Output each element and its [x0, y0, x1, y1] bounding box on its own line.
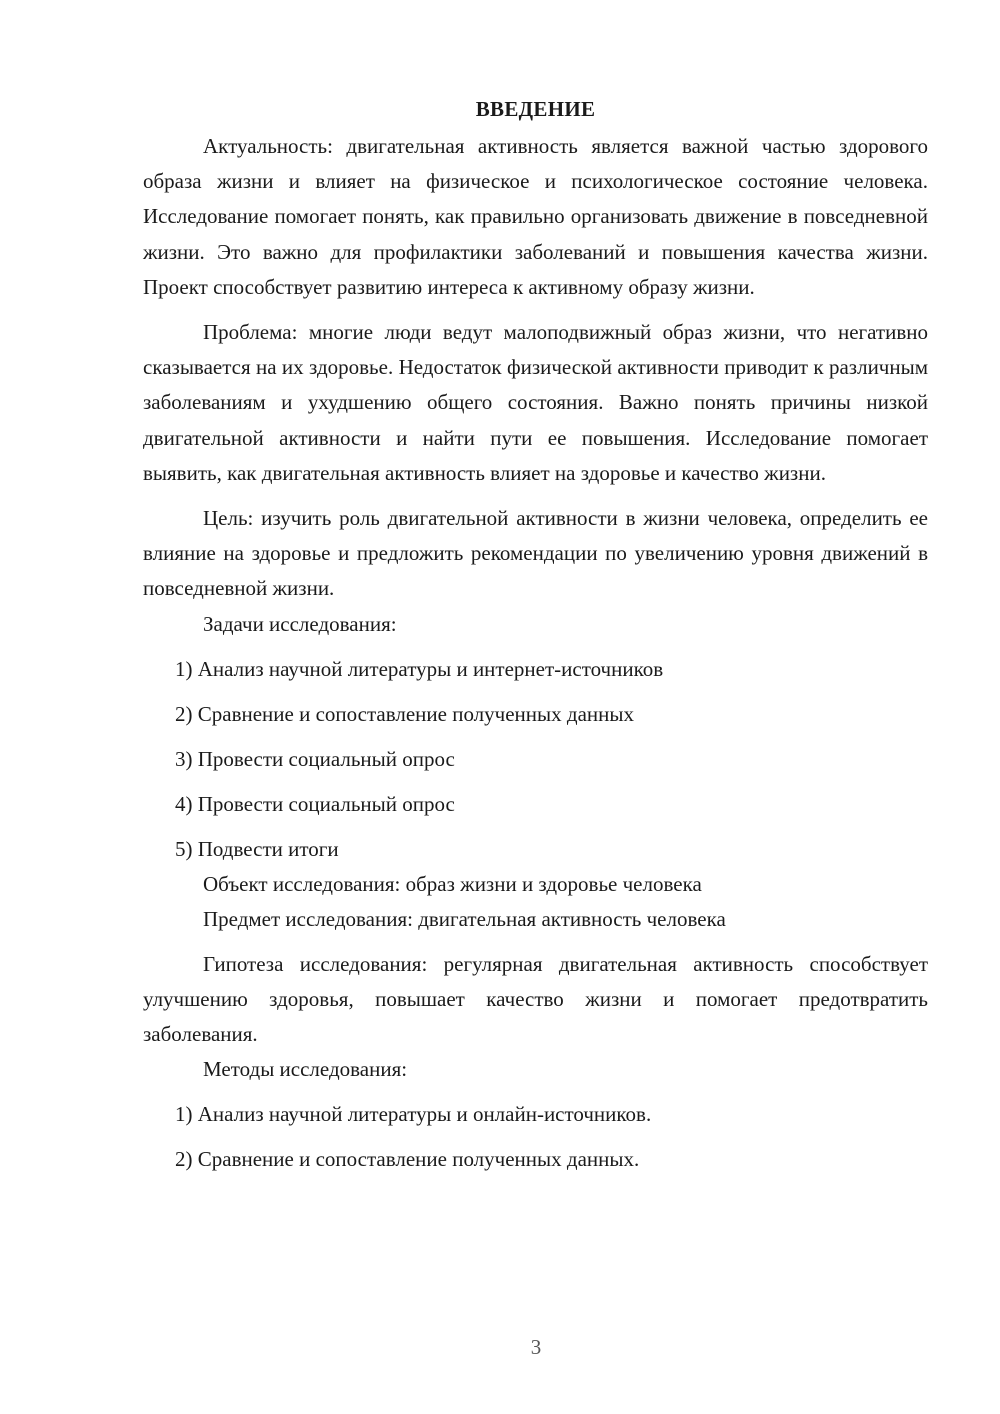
research-subject: Предмет исследования: двигательная активность человека [203, 906, 726, 931]
list-item: 1) Анализ научной литературы и интернет-источников [175, 656, 664, 681]
page-title: ВВЕДЕНИЕ [475, 97, 596, 121]
list-item: 1) Анализ научной литературы и онлайн-источников. [175, 1102, 652, 1127]
page-number: 3 [530, 1335, 542, 1359]
relevance-paragraph: Актуальность: двигательная активность является важной частью здорового образа жизни и влияет на физическое и психологическое состояние человека. Исследование помогает понять, как правильно организовать движение в повседневной жизни. Это важно для профилактики заболеваний и повышения качества жизни. Проект способствует развитию интереса к активному образу жизни. [143, 134, 928, 299]
list-item: 4) Провести социальный опрос [175, 791, 455, 816]
problem-paragraph: Проблема: многие люди ведут малоподвижный образ жизни, что негативно сказывается на их здоровье. Недостаток физической активности приводит к различным заболеваниям и ухудшению общего состояния. Важно понять причины низкой двигательной активности и найти пути ее повышения. Исследование помогает выявить, как двигательная активность влияет на здоровье и качество жизни. [143, 320, 928, 485]
list-item: 2) Сравнение и сопоставление полученных данных. [175, 1147, 640, 1172]
list-item: 3) Провести социальный опрос [175, 746, 455, 771]
tasks-list [143, 652, 928, 867]
list-item: 5) Подвести итоги [175, 836, 339, 861]
methods-list [143, 1097, 928, 1177]
goal-paragraph: Цель: изучить роль двигательной активности в жизни человека, определить ее влияние на здоровье и предложить рекомендации по увеличению уровня движений в повседневной жизни. [143, 506, 928, 601]
list-item: 2) Сравнение и сопоставление полученных данных [175, 701, 634, 726]
document-page [143, 92, 928, 1177]
methods-label: Методы исследования: [203, 1057, 408, 1082]
hypothesis-paragraph: Гипотеза исследования: регулярная двигательная активность способствует улучшению здоровья, повышает качество жизни и помогает предотвратить заболевания. [143, 951, 928, 1047]
research-object: Объект исследования: образ жизни и здоровье человека [203, 871, 702, 896]
tasks-label: Задачи исследования: [203, 611, 397, 636]
